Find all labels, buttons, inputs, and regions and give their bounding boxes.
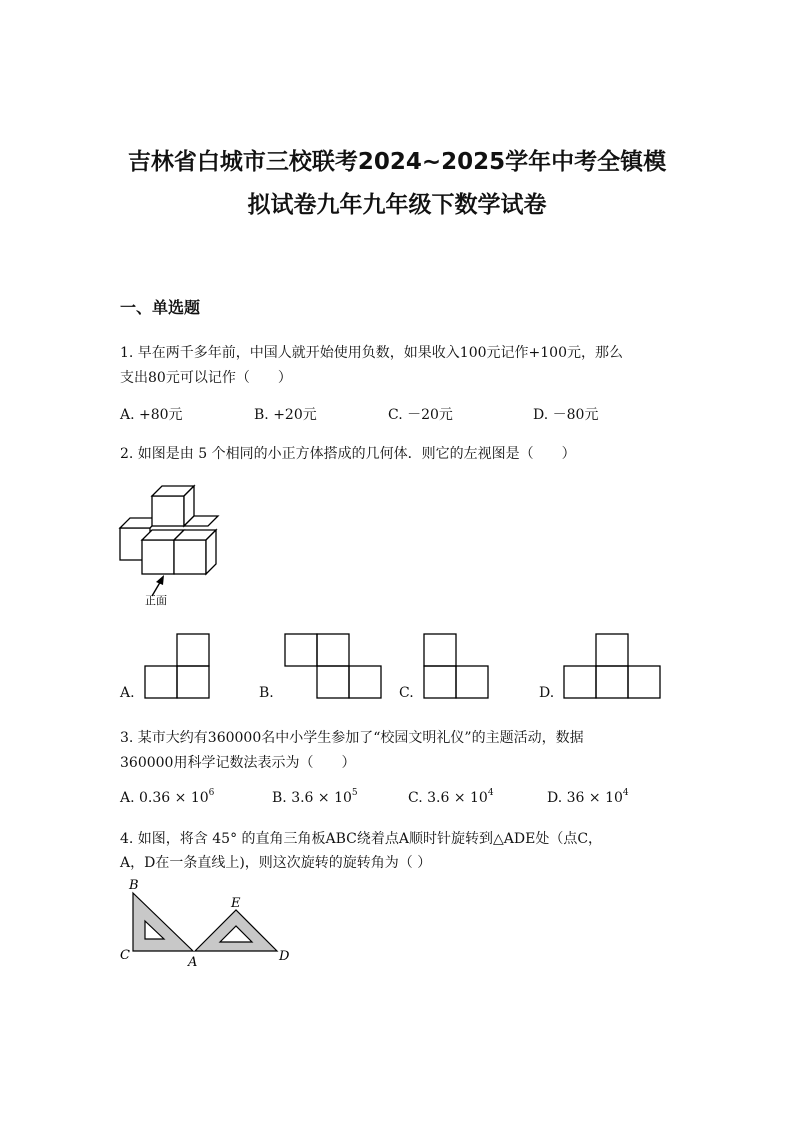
q3-option-d-exp: 4	[622, 788, 629, 798]
q1-option-b: B. +20元	[254, 407, 317, 423]
q4-label-d: D	[279, 949, 290, 964]
q3-option-b	[272, 790, 358, 806]
q2-option-c-label: C.	[399, 685, 414, 701]
q4-text-line1: 4. 如图，将含 45° 的直角三角板ABC绕着点A顺时针旋转到△ADE处（点C，	[120, 831, 603, 847]
q3-option-b-exp: 5	[351, 788, 358, 798]
q3-option-d-base: 36 × 10	[566, 790, 623, 806]
q1-option-d: D. －80元	[533, 407, 599, 423]
section-heading: 一、单选题	[120, 298, 201, 317]
q2-option-b-label: B.	[259, 685, 274, 701]
q3-option-b-base: 3.6 × 10	[291, 790, 352, 806]
q4-label-b: B	[129, 878, 139, 893]
q2-cube-figure	[112, 478, 232, 610]
q4-label-c: C	[120, 948, 130, 963]
q3-option-a	[120, 790, 214, 806]
q4-triangle-figure	[116, 876, 296, 968]
q1-text-line1: 1. 早在两千多年前，中国人就开始使用负数，如果收入100元记作+100元，那么	[120, 345, 623, 361]
q3-option-c-exp: 4	[487, 788, 494, 798]
q2-front-label: 正面	[145, 594, 167, 607]
q4-label-a: A	[188, 955, 198, 968]
q3-option-d-label: D.	[547, 790, 563, 806]
page-title-line2: 拟试卷九年九年级下数学试卷	[247, 192, 547, 218]
q3-option-c-base: 3.6 × 10	[427, 790, 488, 806]
q2-option-d-label: D.	[539, 685, 555, 701]
q4-label-e: E	[231, 896, 241, 911]
page-title-line1: 吉林省白城市三校联考2024~2025学年中考全镇模	[127, 149, 667, 175]
q2-option-b-figure	[284, 633, 382, 699]
q2-option-c-figure	[423, 633, 489, 699]
q3-text-line1: 3. 某市大约有360000名中小学生参加了“校园文明礼仪”的主题活动，数据	[120, 730, 584, 746]
q2-text: 2. 如图是由 5 个相同的小正方体搭成的几何体．则它的左视图是（ ）	[120, 446, 576, 462]
q1-option-a: A. +80元	[120, 407, 183, 423]
q3-option-a-base: 0.36 × 10	[139, 790, 209, 806]
q2-option-a-label: A.	[120, 685, 135, 701]
q3-option-c-label: C.	[408, 790, 423, 806]
q2-option-a-figure	[144, 633, 210, 699]
q1-option-c: C. －20元	[388, 407, 453, 423]
q3-option-a-label: A.	[120, 790, 135, 806]
q3-option-d	[547, 790, 629, 806]
q3-text-line2: 360000用科学记数法表示为（ ）	[120, 755, 356, 771]
q3-option-a-exp: 6	[208, 788, 215, 798]
q1-text-line2: 支出80元可以记作（ ）	[120, 370, 292, 386]
q4-text-line2: A，D在一条直线上)，则这次旋转的旋转角为（ ）	[120, 855, 432, 871]
q3-option-b-label: B.	[272, 790, 287, 806]
q3-option-c	[408, 790, 494, 806]
q2-option-d-figure	[563, 633, 661, 699]
